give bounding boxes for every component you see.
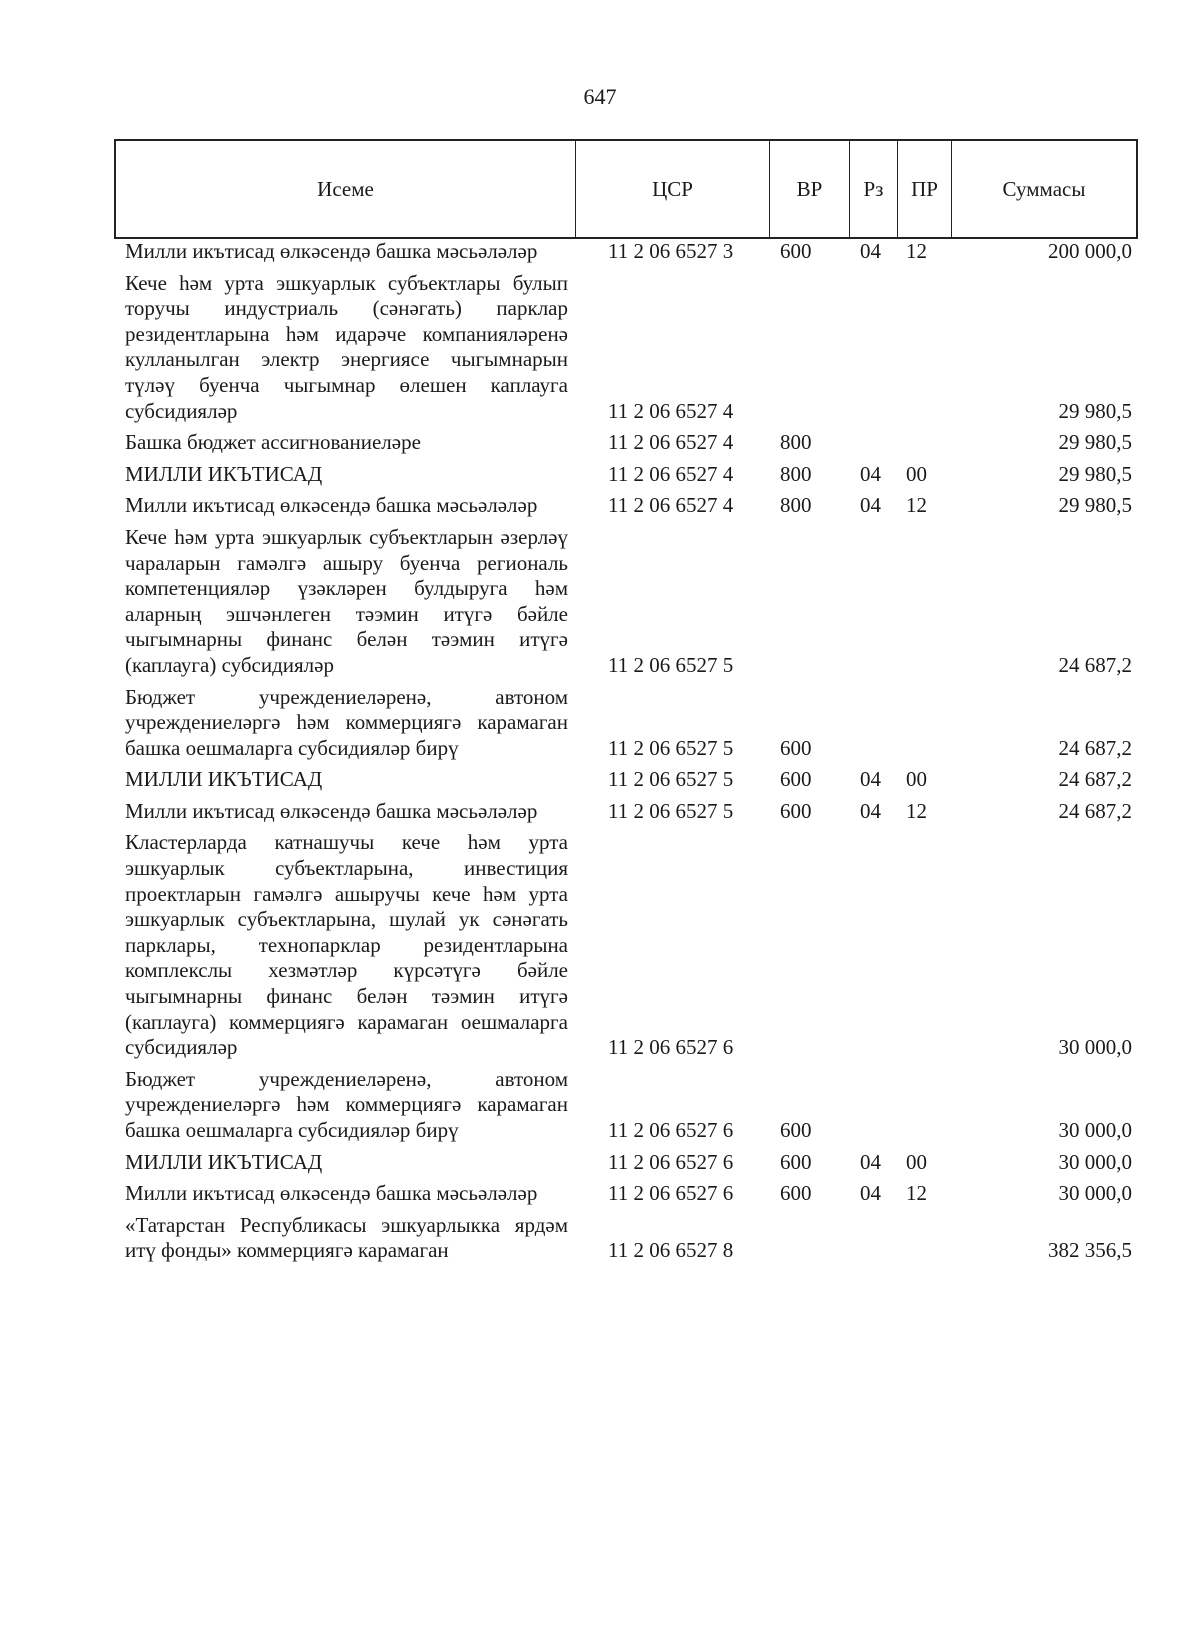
row-name: Бюджет учреждениеләренә, автоном учреждениеләргә һәм коммерциягә карамаган башка оешмаларга субсидияләр бирү bbox=[125, 1066, 568, 1142]
header-vr: ВР bbox=[770, 141, 850, 237]
row-vr: 600 bbox=[780, 798, 812, 823]
table-row bbox=[114, 525, 1138, 679]
table-row bbox=[114, 493, 1138, 519]
row-vr: 600 bbox=[780, 767, 812, 792]
row-csr: 11 2 06 6527 4 bbox=[608, 430, 734, 455]
row-rz: 04 bbox=[860, 1181, 881, 1206]
row-name: Кече һәм урта эшкуарлык субъектлары булып торучы индустриаль (сәнәгать) парклар резидентларына һәм идарәче компанияләренә кулланылган электр энергиясе чыгымнарын түләү буенча чыгымнар өлешен каплауга субсидияләр bbox=[125, 270, 568, 423]
row-name: «Татарстан Республикасы эшкуарлыкка ярдәм итү фонды» коммерциягә карамаган bbox=[125, 1212, 568, 1263]
row-pr: 12 bbox=[906, 239, 927, 263]
table-row bbox=[114, 271, 1138, 425]
row-vr: 800 bbox=[780, 461, 812, 486]
header-rz: Рз bbox=[850, 141, 898, 237]
table-row bbox=[114, 239, 1138, 265]
row-name: Бюджет учреждениеләренә, автоном учреждениеләргә һәм коммерциягә карамаган башка оешмаларга субсидияләр бирү bbox=[125, 684, 568, 760]
row-sum: 29 980,5 bbox=[1058, 430, 1132, 455]
row-pr: 12 bbox=[906, 798, 927, 823]
row-csr: 11 2 06 6527 6 bbox=[608, 1118, 734, 1142]
row-csr: 11 2 06 6527 4 bbox=[608, 398, 734, 423]
row-sum: 30 000,0 bbox=[1058, 1118, 1132, 1142]
row-sum: 382 356,5 bbox=[1048, 1238, 1132, 1263]
row-vr: 600 bbox=[780, 1149, 812, 1174]
row-name: Кече һәм урта эшкуарлык субъектларын әзерләү чараларын гамәлгә ашыру буенча региональ компетенцияләр үзәкләрен булдыруга һәм аларның эшчәнлеген тәэмин итүгә бәйле чыгымнарны финанс белән тәэмин итүгә (каплауга) субсидияләр bbox=[125, 524, 568, 677]
row-csr: 11 2 06 6527 4 bbox=[608, 493, 734, 518]
row-sum: 30 000,0 bbox=[1058, 1181, 1132, 1206]
row-pr: 12 bbox=[906, 493, 927, 518]
row-name: Милли икътисад өлкәсендә башка мәсьәләләр bbox=[125, 798, 538, 823]
row-vr: 600 bbox=[780, 1181, 812, 1206]
row-rz: 04 bbox=[860, 239, 881, 263]
row-csr: 11 2 06 6527 6 bbox=[608, 1149, 734, 1174]
table-row bbox=[114, 462, 1138, 488]
header-sum: Суммасы bbox=[1002, 176, 1086, 201]
row-sum: 29 980,5 bbox=[1058, 493, 1132, 518]
row-vr: 600 bbox=[780, 735, 812, 760]
row-sum: 24 687,2 bbox=[1058, 735, 1132, 760]
row-csr: 11 2 06 6527 6 bbox=[608, 1035, 734, 1060]
row-name: Кластерларда катнашучы кече һәм урта эшкуарлык субъектларына, инвестиция проектларын гамәлгә ашыручы кече һәм урта эшкуарлык субъектларына, шулай ук сәнәгать парклары, технопарклар резидентларына комплекслы хезмәтләр күрсәтүгә бәйле чыгымнарны финанс белән тәэмин итүгә (каплауга) коммерциягә карамаган оешмаларга субсидияләр bbox=[125, 830, 568, 1060]
row-rz: 04 bbox=[860, 798, 881, 823]
row-vr: 800 bbox=[780, 493, 812, 518]
row-pr: 12 bbox=[906, 1181, 927, 1206]
table-row bbox=[114, 685, 1138, 762]
table-header bbox=[114, 139, 1138, 239]
row-rz: 04 bbox=[860, 767, 881, 792]
row-sum: 30 000,0 bbox=[1058, 1149, 1132, 1174]
table-row bbox=[114, 830, 1138, 1060]
row-rz: 04 bbox=[860, 1149, 881, 1174]
table-row bbox=[114, 799, 1138, 825]
table-body bbox=[114, 239, 1138, 1270]
row-sum: 29 980,5 bbox=[1058, 398, 1132, 423]
row-pr: 00 bbox=[906, 461, 927, 486]
row-name: Милли икътисад өлкәсендә башка мәсьәләләр bbox=[125, 239, 538, 263]
row-csr: 11 2 06 6527 4 bbox=[608, 461, 734, 486]
row-name: Милли икътисад өлкәсендә башка мәсьәләләр bbox=[125, 1181, 538, 1206]
table-row bbox=[114, 1067, 1138, 1144]
row-name: МИЛЛИ ИКЪТИСАД bbox=[125, 461, 323, 486]
table-row bbox=[114, 1150, 1138, 1176]
table-row bbox=[114, 1181, 1138, 1207]
row-sum: 30 000,0 bbox=[1058, 1035, 1132, 1060]
row-csr: 11 2 06 6527 5 bbox=[608, 652, 734, 677]
table-row bbox=[114, 430, 1138, 456]
row-name: Милли икътисад өлкәсендә башка мәсьәләләр bbox=[125, 493, 538, 518]
row-sum: 24 687,2 bbox=[1058, 652, 1132, 677]
row-pr: 00 bbox=[906, 767, 927, 792]
row-name: МИЛЛИ ИКЪТИСАД bbox=[125, 1149, 323, 1174]
row-csr: 11 2 06 6527 8 bbox=[608, 1238, 734, 1263]
row-csr: 11 2 06 6527 5 bbox=[608, 767, 734, 792]
row-vr: 600 bbox=[780, 239, 812, 263]
page-number: 647 bbox=[583, 84, 617, 109]
table-row bbox=[114, 1213, 1138, 1264]
row-pr: 00 bbox=[906, 1149, 927, 1174]
row-rz: 04 bbox=[860, 461, 881, 486]
row-csr: 11 2 06 6527 5 bbox=[608, 798, 734, 823]
row-sum: 200 000,0 bbox=[1048, 239, 1132, 263]
row-rz: 04 bbox=[860, 493, 881, 518]
row-sum: 24 687,2 bbox=[1058, 798, 1132, 823]
row-csr: 11 2 06 6527 6 bbox=[608, 1181, 734, 1206]
row-vr: 800 bbox=[780, 430, 812, 455]
row-sum: 24 687,2 bbox=[1058, 767, 1132, 792]
row-name: МИЛЛИ ИКЪТИСАД bbox=[125, 767, 323, 792]
header-pr: ПР bbox=[898, 141, 952, 237]
header-name: Исеме bbox=[116, 141, 576, 237]
row-csr: 11 2 06 6527 3 bbox=[608, 239, 734, 263]
row-vr: 600 bbox=[780, 1118, 812, 1142]
row-name: Башка бюджет ассигнованиеләре bbox=[125, 430, 421, 455]
header-csr: ЦСР bbox=[576, 141, 770, 237]
row-sum: 29 980,5 bbox=[1058, 461, 1132, 486]
table-row bbox=[114, 767, 1138, 793]
row-csr: 11 2 06 6527 5 bbox=[608, 735, 734, 760]
